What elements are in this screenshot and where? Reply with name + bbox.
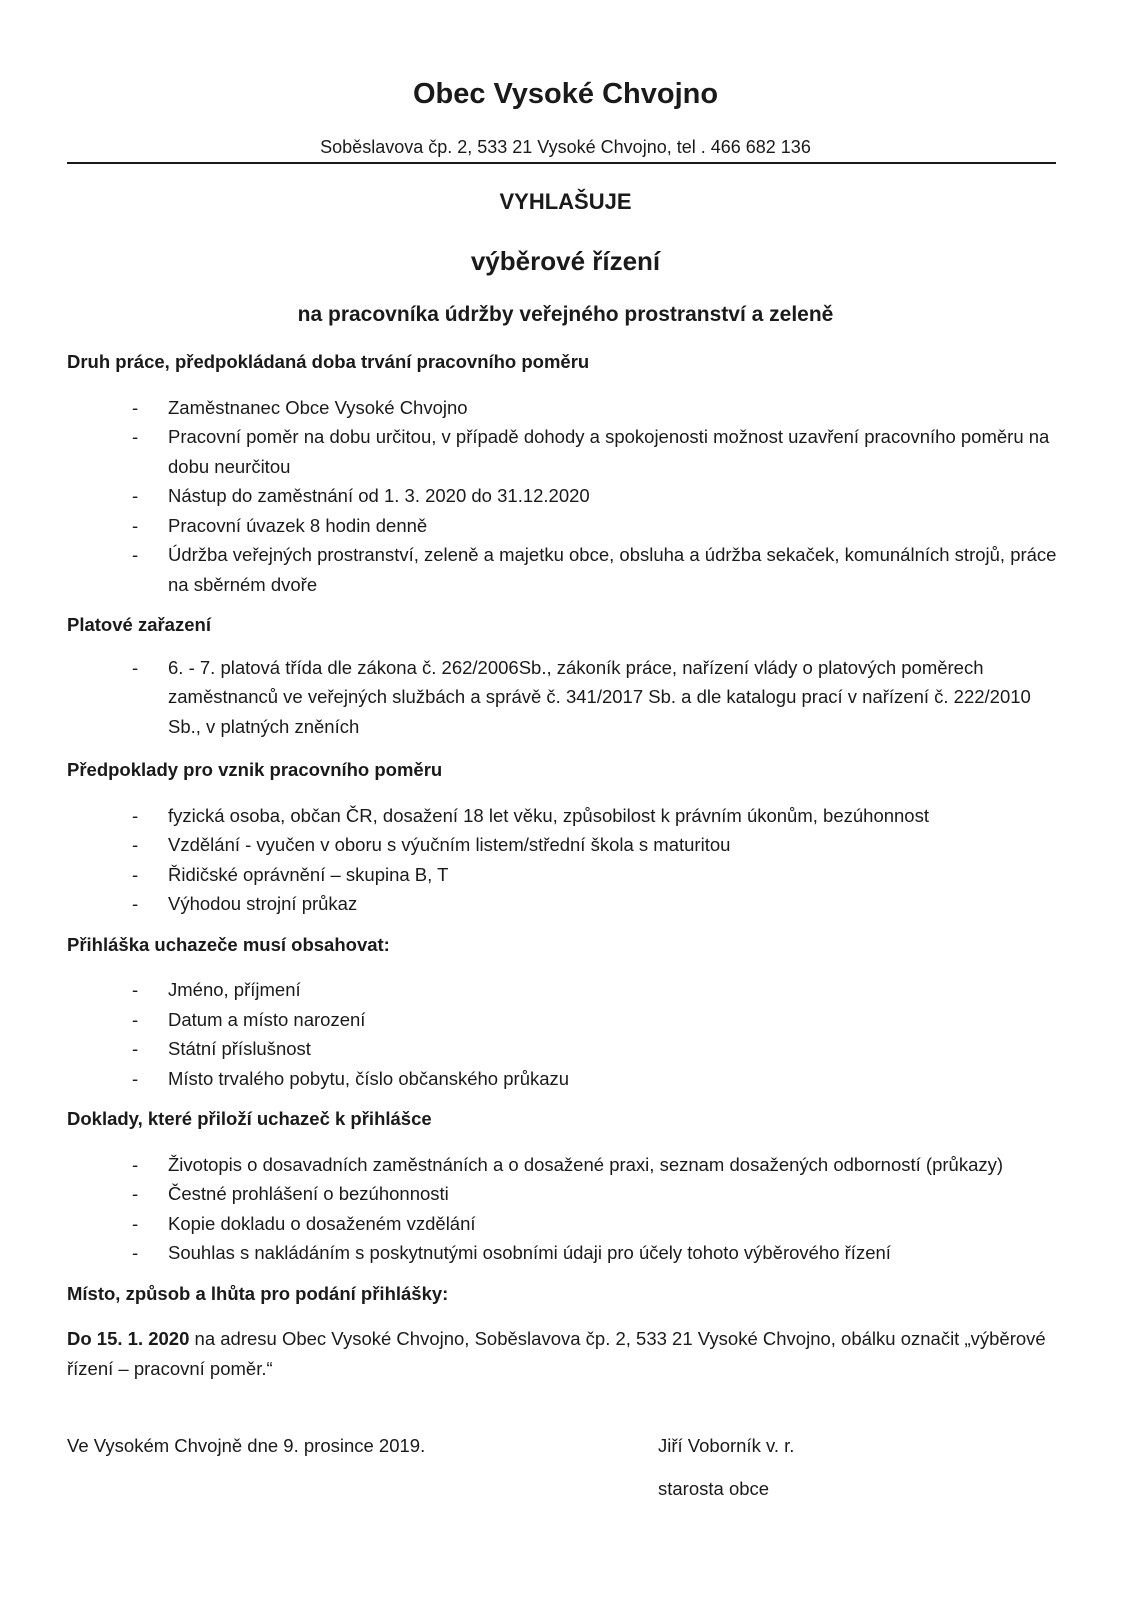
section-title: Druh práce, předpokládaná doba trvání pracovního poměru [67,351,590,372]
document-body [67,347,1057,1383]
org-name: Obec Vysoké Chvojno [412,78,719,110]
list-item: - Datum a místo narození [67,1005,1057,1035]
deadline-text: na adresu Obec Vysoké Chvojno, Soběslavova čp. 2, 533 21 Vysoké Chvojno, obálku označit „výběrové řízení – pracovní poměr.“ [67,1328,1046,1379]
document-subtitle: na pracovníka údržby veřejného prostranství a zeleně [297,303,834,326]
list-item: - Řidičské oprávnění – skupina B, T [67,860,1057,890]
list-item: - Vzdělání - vyučen v oboru s výučním listem/střední škola s maturitou [67,830,1057,860]
list-item: - Pracovní úvazek 8 hodin denně [67,511,1057,541]
document-title: výběrové řízení [470,246,661,276]
section-documents [67,1104,1057,1268]
list-item: - Nástup do zaměstnání od 1. 3. 2020 do 31.12.2020 [67,481,1057,511]
bullet-list [67,975,1057,1093]
list-item: - Souhlas s nakládáním s poskytnutými osobními údaji pro účely tohoto výběrového řízení [67,1238,1057,1268]
list-item: - Údržba veřejných prostranství, zeleně a majetku obce, obsluha a údržba sekaček, komunálních strojů, práce na sběrném dvoře [67,540,1057,599]
deadline-date: Do 15. 1. 2020 [67,1328,190,1349]
section-submission [67,1279,1057,1384]
section-salary [67,610,1057,741]
section-title: Doklady, které přiloží uchazeč k přihlášce [67,1108,432,1129]
list-item: - Státní příslušnost [67,1034,1057,1064]
place-and-date: Ve Vysokém Chvojně dne 9. prosince 2019. [67,1435,426,1456]
section-application-contents [67,930,1057,1094]
list-item: - Zaměstnanec Obce Vysoké Chvojno [67,393,1057,423]
bullet-list [67,653,1057,742]
list-item: - Životopis o dosavadních zaměstnáních a o dosažené praxi, seznam dosažených odborností (průkazy) [67,1150,1057,1180]
section-title: Přihláška uchazeče musí obsahovat: [67,933,390,955]
list-item: - Výhodou strojní průkaz [67,889,1057,919]
bullet-list [67,801,1057,919]
announcement-heading: VYHLAŠUJE [499,189,632,214]
signer-role: starosta obce [658,1478,770,1499]
section-title: Předpoklady pro vznik pracovního poměru [67,759,443,780]
section-title: Platové zařazení [67,614,211,635]
section-job-type [67,347,1057,599]
bullet-list [67,1150,1057,1268]
submission-deadline [67,1324,1057,1383]
list-item: - Pracovní poměr na dobu určitou, v případě dohody a spokojenosti možnost uzavření pracovního poměru na dobu neurčitou [67,422,1057,481]
list-item: - Čestné prohlášení o bezúhonnosti [67,1179,1057,1209]
list-item: - 6. - 7. platová třída dle zákona č. 262/2006Sb., zákoník práce, nařízení vlády o platových poměrech zaměstnanců ve veřejných službách a správě č. 341/2017 Sb. a dle katalogu prací v nařízení č. 222/2010 Sb., v platných zněních [67,653,1057,742]
list-item: - fyzická osoba, občan ČR, dosažení 18 let věku, způsobilost k právním úkonům, bezúhonnost [67,801,1057,831]
header-divider [67,162,1056,164]
list-item: - Jméno, příjmení [67,975,1057,1005]
list-item: - Místo trvalého pobytu, číslo občanského průkazu [67,1064,1057,1094]
org-address: Soběslavova čp. 2, 533 21 Vysoké Chvojno, tel . 466 682 136 [320,137,811,157]
section-title: Místo, způsob a lhůta pro podání přihlášky: [67,1282,449,1304]
signer-name: Jiří Voborník v. r. [658,1435,795,1456]
list-item: - Kopie dokladu o dosaženém vzdělání [67,1209,1057,1239]
section-requirements [67,755,1057,919]
bullet-list [67,393,1057,600]
